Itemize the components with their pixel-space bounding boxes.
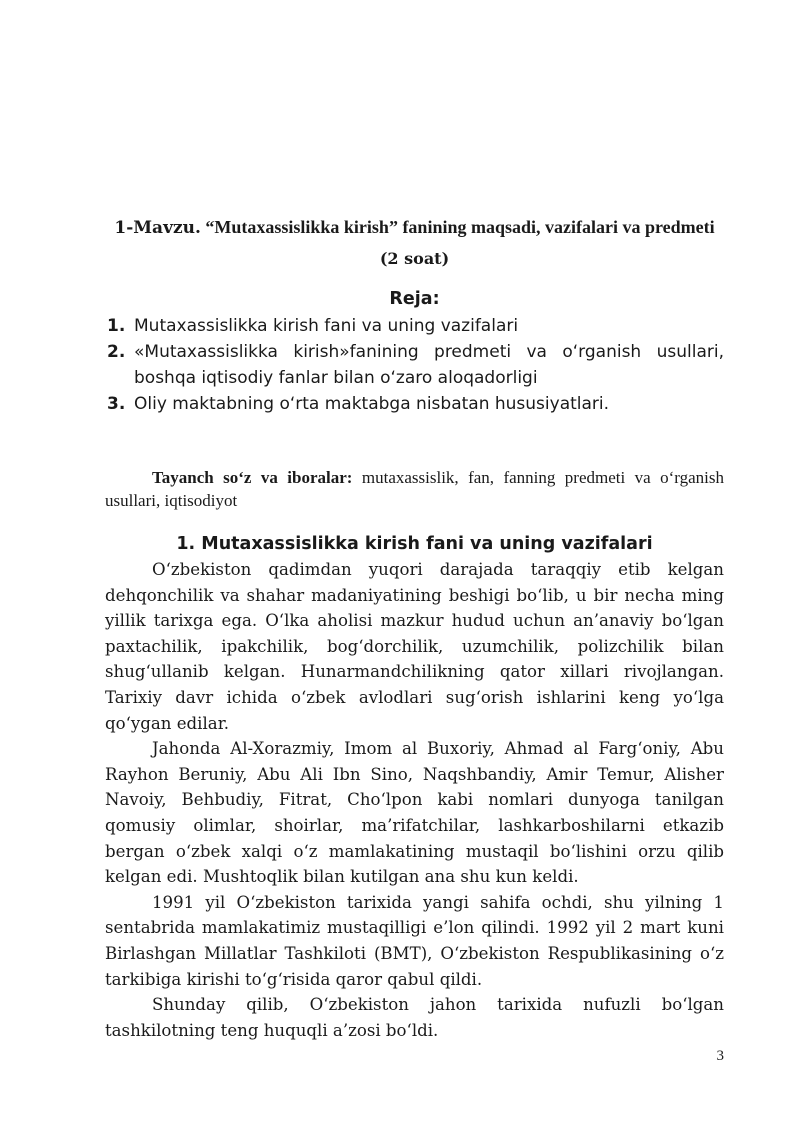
plan-list	[105, 313, 724, 417]
plan-item-text: Mutaxassislikka kirish fani va uning vazifalari	[134, 316, 519, 336]
section-body	[105, 557, 724, 1043]
lecture-title-text: “Mutaxassislikka kirish” fanining maqsadi, vazifalari va predmeti	[200, 217, 715, 237]
body-paragraph: O‘zbekiston qadimdan yuqori darajada taraqqiy etib kelgan dehqonchilik va shahar madaniyatining beshigi bo‘lib, u bir necha ming yillik tarixga ega. O‘lka aholisi mazkur hudud uchun an’anaviy bo‘lgan paxtachilik, ipakchilik, bog‘dorchilik, uzumchilik, polizchilik bilan shug‘ullanib kelgan. Hunarmandchilikning qator xillari rivojlangan. Tarixiy davr ichida o‘zbek avlodlari sug‘orish ishlarini keng yo‘lga qo‘ygan edilar.	[105, 560, 724, 733]
body-paragraph: Shunday qilib, O‘zbekiston jahon tarixida nufuzli bo‘lgan tashkilotning teng huquqli a’zosi bo‘ldi.	[105, 995, 724, 1040]
section-heading: 1. Mutaxassislikka kirish fani va uning vazifalari	[176, 534, 653, 554]
keywords-paragraph	[105, 466, 724, 512]
lecture-number: 1-Mavzu.	[114, 218, 201, 238]
plan-item-number: 3.	[107, 394, 126, 414]
body-paragraph: 1991 yil O‘zbekiston tarixida yangi sahifa ochdi, shu yilning 1 sentabrida mamlakatimiz mustaqilligi e’lon qilindi. 1992 yil 2 mart kuni Birlashgan Millatlar Tashkiloti (BMT), O‘zbekiston Respublikasining o‘z tarkibiga kirishi to‘g‘risida qaror qabul qildi.	[105, 892, 724, 989]
lecture-hours: (2 soat)	[379, 249, 450, 268]
plan-item	[105, 391, 724, 417]
plan-item-number: 1.	[107, 316, 126, 336]
plan-item-text: «Mutaxassislikka kirish»fanining predmeti va o‘rganish usullari, boshqa iqtisodiy fanlar bilan o‘zaro aloqadorligi	[134, 342, 724, 388]
plan-item-number: 2.	[107, 342, 126, 362]
plan-item	[105, 313, 724, 339]
plan-item-text: Oliy maktabning o‘rta maktabga nisbatan hususiyatlari.	[134, 394, 610, 414]
keywords-text: mutaxassislik, fan, fanning predmeti va o‘rganish usullari, iqtisodiyot	[105, 468, 724, 510]
lecture-title	[105, 212, 724, 274]
page-number: 3	[716, 1048, 724, 1064]
document-page	[105, 0, 724, 1131]
keywords-label: Tayanch so‘z va iboralar:	[152, 468, 353, 487]
body-paragraph: Jahonda Al-Xorazmiy, Imom al Buxoriy, Ahmad al Farg‘oniy, Abu Rayhon Beruniy, Abu Ali Ibn Sino, Naqshbandiy, Amir Temur, Alisher Navoiy, Behbudiy, Fitrat, Cho‘lpon kabi nomlari dunyoga tanilgan qomusiy olimlar, shoirlar, ma’rifatchilar, lashkarboshilarni etkazib bergan o‘zbek xalqi o‘z mamlakatining mustaqil bo‘lishini orzu qilib kelgan edi. Mushtoqlik bilan kutilgan ana shu kun keldi.	[105, 739, 724, 887]
plan-heading: Reja:	[389, 289, 440, 309]
plan-item	[105, 339, 724, 391]
